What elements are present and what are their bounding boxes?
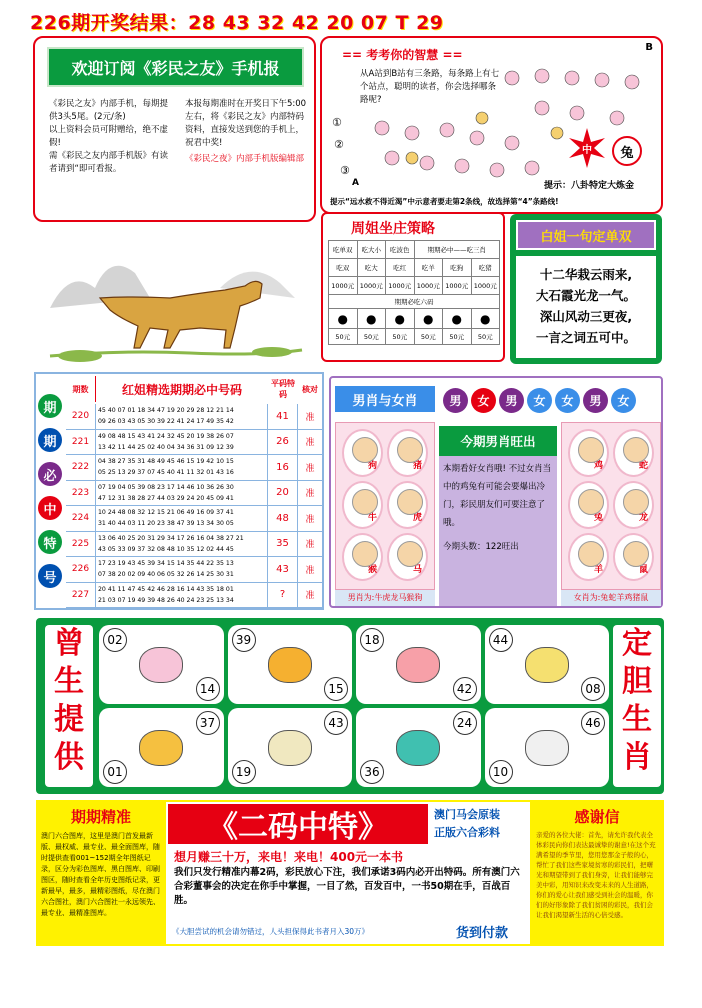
bottom-center-panel bbox=[166, 802, 530, 944]
zhoujie-cell: 吃大 bbox=[357, 259, 386, 277]
zodiac-number-top: 46 bbox=[581, 711, 605, 735]
zodiac-left-title bbox=[45, 625, 93, 787]
picks-header-nums: 红姐精选期期必中号码 bbox=[121, 382, 242, 397]
puzzle-text: 从A站到B站有三条路，每条路上有七个站点，聪明的读者，你会选择哪条路呢? bbox=[360, 69, 500, 105]
subscribe-title: 欢迎订阅《彩民之友》手机报 bbox=[47, 47, 304, 87]
zhoujie-subhead: 期期必吃六码 bbox=[329, 295, 500, 309]
zhoujie-cell: 50元 bbox=[357, 329, 386, 345]
zodiac-box bbox=[36, 618, 664, 794]
puzzle-footer: 提示“远水救不得近渴”中示意者要走第2条线，故选择第“4”条路线! bbox=[330, 197, 559, 206]
check-cell: 准 bbox=[305, 540, 315, 551]
zhoujie-cell: 50元 bbox=[329, 329, 358, 345]
subscribe-col2-line: 本报每期准时在开奖日下午5:00左右，将《彩民之友》内部特码资料，直接发送到您的手机上，祝君中奖! bbox=[185, 99, 307, 148]
table-row bbox=[66, 481, 322, 507]
zodiac-card bbox=[356, 708, 481, 787]
animal-tile bbox=[568, 533, 609, 581]
zhoujie-table bbox=[328, 240, 500, 345]
check-cell: 准 bbox=[305, 438, 315, 449]
zhoujie-cell: 1000元 bbox=[414, 277, 443, 295]
special-cell: 16 bbox=[268, 455, 298, 480]
baijie-poem-line: 深山风动三更夜, bbox=[539, 309, 633, 324]
baijie-title: 白姐一句定单双 bbox=[516, 220, 656, 250]
zodiac-number-top: 02 bbox=[103, 628, 127, 652]
zhoujie-cell: 50元 bbox=[443, 329, 472, 345]
male-panel bbox=[335, 422, 435, 590]
gender-center-text: 本期看好女肖哦! 不过女肖当中的鸡兔有可能会要爆出冷门，彩民朋友们可要注意了哦。 bbox=[443, 464, 552, 528]
bottom-left-title: 期期精准 bbox=[70, 808, 131, 826]
zodiac-right-char: 胆 bbox=[622, 664, 652, 699]
baijie-box bbox=[510, 214, 662, 364]
subscribe-box bbox=[33, 36, 316, 222]
subscribe-col1 bbox=[49, 98, 169, 176]
zodiac-right-char: 肖 bbox=[622, 740, 652, 775]
gender-center-count: 今期头数：122旺出 bbox=[443, 542, 519, 552]
snake-icon bbox=[396, 730, 440, 766]
puzzle-title: == 考考你的智慧 == bbox=[342, 48, 463, 62]
dragon-icon bbox=[139, 730, 183, 766]
table-row bbox=[66, 583, 322, 609]
animal-tile bbox=[342, 429, 383, 477]
gender-circle: 女 bbox=[527, 388, 552, 413]
pig-icon bbox=[396, 647, 440, 683]
numbers-line: 49 08 48 15 43 41 24 32 45 20 19 38 26 07 bbox=[98, 432, 234, 440]
animal-label: 狗 bbox=[367, 461, 377, 471]
animal-face-icon bbox=[397, 541, 423, 567]
zodiac-right-char: 生 bbox=[622, 702, 652, 737]
numbers-cell bbox=[96, 506, 268, 531]
numbers-cell bbox=[96, 430, 268, 455]
numbers-cell bbox=[96, 404, 268, 429]
subscribe-col2-line: 《彩民之夜》内部手机版编辑部 bbox=[185, 154, 305, 164]
numbers-line: 31 40 44 03 11 20 23 38 47 39 13 34 30 05 bbox=[98, 520, 234, 527]
zodiac-card bbox=[99, 625, 224, 704]
zhoujie-cell: 1000元 bbox=[443, 277, 472, 295]
issue-cell: 222 bbox=[66, 455, 96, 480]
animal-face-icon bbox=[397, 489, 423, 515]
zhoujie-cell: 50元 bbox=[414, 329, 443, 345]
check-cell: 准 bbox=[305, 514, 315, 525]
female-animals bbox=[562, 423, 660, 587]
numbers-cell bbox=[96, 583, 268, 608]
zhoujie-cell: 1000元 bbox=[386, 277, 415, 295]
zhoujie-dot: ● bbox=[357, 309, 386, 329]
puzzle-box bbox=[320, 36, 663, 214]
picks-vertical-title bbox=[38, 394, 66, 588]
zodiac-number-top: 39 bbox=[232, 628, 256, 652]
zodiac-number-top: 44 bbox=[489, 628, 513, 652]
special-cell: 20 bbox=[268, 481, 298, 506]
bottom-left-panel bbox=[38, 802, 164, 944]
issue-cell: 225 bbox=[66, 532, 96, 557]
animal-label: 猪 bbox=[412, 461, 422, 471]
numbers-line: 21 03 07 19 49 39 48 26 40 24 23 25 13 34 bbox=[98, 596, 234, 604]
zodiac-number-bottom: 15 bbox=[324, 677, 348, 701]
numbers-line: 20 41 11 47 45 42 46 28 16 14 43 35 18 01 bbox=[98, 585, 234, 593]
zhoujie-head: 吃波色 bbox=[386, 241, 415, 259]
zodiac-number-bottom: 08 bbox=[581, 677, 605, 701]
gender-center-title: 今期男肖旺出 bbox=[439, 426, 557, 456]
special-cell: 26 bbox=[268, 430, 298, 455]
zhoujie-dot: ● bbox=[386, 309, 415, 329]
zhoujie-dot: ● bbox=[471, 309, 500, 329]
zodiac-number-top: 18 bbox=[360, 628, 384, 652]
bottom-center-pay: 货到付款 bbox=[456, 926, 509, 941]
female-footer: 女肖为:兔蛇羊鸡猪鼠 bbox=[561, 590, 661, 606]
animal-tile bbox=[342, 481, 383, 529]
animal-label: 猴 bbox=[367, 565, 377, 575]
special-cell: 35 bbox=[268, 532, 298, 557]
zodiac-number-top: 24 bbox=[453, 711, 477, 735]
zhoujie-dot: ● bbox=[414, 309, 443, 329]
animal-face-icon bbox=[578, 489, 604, 515]
issue-cell: 220 bbox=[66, 404, 96, 429]
special-cell: 43 bbox=[268, 557, 298, 582]
animal-face-icon bbox=[578, 437, 604, 463]
header-title: 226期开奖结果：28 43 32 42 20 07 T 29 bbox=[30, 12, 444, 34]
baijie-poem-line: 十二华栽云雨来, bbox=[539, 267, 633, 282]
animal-label: 鸡 bbox=[593, 461, 603, 471]
subscribe-col1-line: 以上资料会员可附赠给，绝不虚假! bbox=[49, 125, 169, 148]
gender-circle: 男 bbox=[499, 388, 524, 413]
puzzle-corner-b: B bbox=[645, 42, 653, 53]
baijie-poem-line: 一言之词五可中。 bbox=[535, 330, 636, 345]
issue-cell: 224 bbox=[66, 506, 96, 531]
picks-header-issue: 期数 bbox=[66, 376, 96, 402]
zhoujie-cell: 1000元 bbox=[329, 277, 358, 295]
zodiac-number-bottom: 01 bbox=[103, 760, 127, 784]
zodiac-right-title bbox=[613, 625, 661, 787]
puzzle-num-1: ① bbox=[332, 116, 342, 129]
zodiac-number-top: 37 bbox=[196, 711, 220, 735]
zhoujie-cell: 吃狗 bbox=[443, 259, 472, 277]
animal-label: 羊 bbox=[593, 565, 603, 575]
gender-circle: 男 bbox=[443, 388, 468, 413]
zhoujie-title: 周姐坐庄策略 bbox=[351, 221, 435, 237]
numbers-line: 04 38 27 35 31 48 49 45 46 15 19 42 10 15 bbox=[98, 458, 234, 465]
bottom-center-title: 《二码中特》 bbox=[168, 804, 428, 844]
puzzle-animals-art bbox=[352, 58, 662, 198]
zhoujie-head: 吃大小 bbox=[357, 241, 386, 259]
zodiac-card bbox=[228, 625, 353, 704]
animal-face-icon bbox=[623, 541, 649, 567]
zodiac-grid bbox=[99, 625, 609, 787]
numbers-line: 43 05 33 09 37 32 08 48 10 35 12 02 44 45 bbox=[98, 545, 234, 553]
cow-illustration bbox=[40, 238, 310, 368]
picks-header-special: 平码特码 bbox=[271, 379, 295, 399]
zodiac-number-bottom: 19 bbox=[232, 760, 256, 784]
zhoujie-cell: 吃双 bbox=[329, 259, 358, 277]
zodiac-card bbox=[99, 708, 224, 787]
table-row bbox=[66, 404, 322, 430]
puzzle-answer-circle: 兔 bbox=[612, 136, 642, 166]
animal-label: 兔 bbox=[593, 513, 603, 523]
zodiac-left-char: 供 bbox=[54, 740, 84, 775]
numbers-line: 45 40 07 01 18 34 47 19 20 29 28 12 21 14 bbox=[98, 407, 234, 414]
special-cell: ? bbox=[268, 583, 298, 608]
picks-vertical-char: 中 bbox=[38, 496, 62, 520]
table-row bbox=[66, 532, 322, 558]
gender-center-panel bbox=[439, 456, 557, 606]
check-cell: 准 bbox=[305, 412, 315, 423]
zodiac-left-char: 生 bbox=[54, 664, 84, 699]
subscribe-col1-line: 《彩民之友》内部手机，每期提供3头5尾。(2元/条) bbox=[49, 99, 169, 122]
table-row bbox=[66, 506, 322, 532]
zodiac-number-bottom: 10 bbox=[489, 760, 513, 784]
picks-rows bbox=[66, 404, 322, 608]
zodiac-left-char: 曾 bbox=[54, 626, 84, 661]
puzzle-star-label: 中 bbox=[582, 144, 592, 156]
puzzle-label-a: A bbox=[352, 178, 359, 188]
gender-title: 男肖与女肖 bbox=[335, 386, 435, 412]
female-panel bbox=[561, 422, 661, 590]
baijie-poem bbox=[516, 256, 656, 358]
numbers-line: 05 25 13 29 37 07 45 40 41 11 32 01 43 16 bbox=[98, 469, 234, 476]
animal-face-icon bbox=[623, 437, 649, 463]
numbers-cell bbox=[96, 557, 268, 582]
check-cell: 准 bbox=[305, 463, 315, 474]
zhoujie-cell: 1000元 bbox=[357, 277, 386, 295]
animal-face-icon bbox=[578, 541, 604, 567]
special-cell: 41 bbox=[268, 404, 298, 429]
bottom-center-side2: 正版六合彩料 bbox=[434, 826, 500, 839]
bottom-center-slogan: 想月赚三十万，来电！来电！400元一本书 bbox=[174, 850, 404, 864]
check-cell: 准 bbox=[305, 489, 315, 500]
numbers-line: 13 06 40 25 20 31 29 34 17 26 16 04 38 27 21 bbox=[98, 534, 244, 542]
picks-vertical-char: 期 bbox=[38, 428, 62, 452]
animal-tile bbox=[568, 481, 609, 529]
puzzle-hint: 提示：八卦特定大炼金 bbox=[544, 181, 635, 191]
gender-circles bbox=[443, 388, 636, 413]
zodiac-number-bottom: 14 bbox=[196, 677, 220, 701]
animal-face-icon bbox=[352, 541, 378, 567]
bottom-ad bbox=[36, 800, 664, 946]
gender-circle: 男 bbox=[583, 388, 608, 413]
table-row bbox=[66, 557, 322, 583]
subscribe-col1-line: 需《彩民之友内部手机版》有读者请到“即可看报。 bbox=[49, 151, 169, 174]
bottom-right-text: 亲爱的各位大佬：首先，请允许我代表全体彩民向你们表达最诚挚的谢意!在这个充满希望的季节里，您用您那金子般的心，帮忙了我们这些家境贫寒的彩民们，把曙光和期望带到了我们身旁，让我们能够完美中彩，用知识来改变未来的人生道路，你们的爱心让我们感受到社会的温暖，你们的好形象除了我们贫困的彩民，我们会让我们渴望新生活的心倍受感。 bbox=[536, 831, 656, 919]
bottom-right-title: 感谢信 bbox=[574, 808, 620, 826]
baijie-poem-line: 大石霞光龙一气。 bbox=[535, 288, 636, 303]
zodiac-number-bottom: 42 bbox=[453, 677, 477, 701]
picks-box bbox=[34, 372, 324, 610]
rooster-icon bbox=[525, 647, 569, 683]
issue-cell: 226 bbox=[66, 557, 96, 582]
zodiac-right-char: 定 bbox=[622, 626, 652, 661]
puzzle-num-2: ② bbox=[334, 138, 344, 151]
animal-label: 牛 bbox=[367, 513, 377, 523]
puzzle-num-3: ③ bbox=[340, 164, 350, 177]
picks-vertical-char: 号 bbox=[38, 564, 62, 588]
animal-tile bbox=[613, 429, 654, 477]
subscribe-col2 bbox=[185, 98, 309, 166]
issue-cell: 227 bbox=[66, 583, 96, 608]
zhoujie-cell: 吃红 bbox=[386, 259, 415, 277]
animal-tile bbox=[387, 481, 428, 529]
animal-label: 虎 bbox=[412, 513, 422, 523]
numbers-line: 13 42 11 44 25 02 40 04 34 36 31 09 12 39 bbox=[98, 443, 234, 451]
gender-circle: 女 bbox=[611, 388, 636, 413]
bottom-center-text: 我们只发行精准内幕2码，彩民放心下注，我们承诺3码内必开出特码。所有澳门六合彩董事会的决定在你手中掌握，一目了然，百发百中，一书50期在手，百战百胜。 bbox=[174, 867, 520, 906]
zhoujie-head: 吃单双 bbox=[329, 241, 358, 259]
zodiac-card bbox=[485, 625, 610, 704]
zhoujie-cell: 吃羊 bbox=[414, 259, 443, 277]
animal-tile bbox=[613, 533, 654, 581]
gender-circle: 女 bbox=[471, 388, 496, 413]
numbers-line: 10 24 48 08 32 12 15 21 06 49 16 09 37 41 bbox=[98, 509, 234, 516]
numbers-cell bbox=[96, 455, 268, 480]
table-row bbox=[66, 430, 322, 456]
numbers-line: 09 26 03 43 05 30 39 22 41 24 17 49 35 42 bbox=[98, 418, 234, 425]
check-cell: 准 bbox=[305, 591, 315, 602]
special-cell: 48 bbox=[268, 506, 298, 531]
animal-label: 龙 bbox=[638, 513, 648, 523]
animal-face-icon bbox=[352, 489, 378, 515]
bottom-center-footer: 《大胆尝试的机会请勿错过，人头担保得此书者月入30万》 bbox=[172, 927, 370, 936]
zodiac-number-bottom: 36 bbox=[360, 760, 384, 784]
numbers-cell bbox=[96, 481, 268, 506]
animal-face-icon bbox=[623, 489, 649, 515]
zodiac-number-top: 43 bbox=[324, 711, 348, 735]
animal-label: 鼠 bbox=[638, 565, 648, 575]
animal-tile bbox=[387, 429, 428, 477]
tiger-icon bbox=[268, 647, 312, 683]
numbers-line: 07 38 20 02 09 40 06 05 32 26 14 25 30 31 bbox=[98, 571, 234, 578]
picks-vertical-char: 必 bbox=[38, 462, 62, 486]
goat-icon bbox=[525, 730, 569, 766]
issue-cell: 221 bbox=[66, 430, 96, 455]
zodiac-card bbox=[356, 625, 481, 704]
animal-label: 马 bbox=[412, 565, 422, 575]
zhoujie-cell: 吃猪 bbox=[471, 259, 500, 277]
picks-header bbox=[66, 376, 322, 402]
animal-tile bbox=[342, 533, 383, 581]
animal-label: 蛇 bbox=[638, 461, 648, 471]
check-cell: 准 bbox=[305, 565, 315, 576]
gender-circle: 女 bbox=[555, 388, 580, 413]
picks-header-check: 核对 bbox=[302, 384, 318, 394]
numbers-cell bbox=[96, 532, 268, 557]
male-animals bbox=[336, 423, 434, 587]
dog-icon bbox=[268, 730, 312, 766]
zhoujie-head: 期期必中——吃三肖 bbox=[414, 241, 500, 259]
zhoujie-cell: 50元 bbox=[471, 329, 500, 345]
numbers-line: 47 12 31 38 28 27 44 03 29 24 20 45 09 41 bbox=[98, 494, 234, 502]
rabbit-icon bbox=[139, 647, 183, 683]
bottom-right-panel bbox=[532, 802, 662, 944]
zodiac-card bbox=[485, 708, 610, 787]
animal-tile bbox=[387, 533, 428, 581]
issue-cell: 223 bbox=[66, 481, 96, 506]
table-row bbox=[66, 455, 322, 481]
gender-box bbox=[329, 376, 663, 608]
animal-face-icon bbox=[397, 437, 423, 463]
zhoujie-cell: 50元 bbox=[386, 329, 415, 345]
zhoujie-dot: ● bbox=[443, 309, 472, 329]
bottom-left-text: 澳门六合图库，这里是澳门首发最新版、最权威、最专业、最全面图库，随时提供查看001~152期全年图纸记录，区分为彩色图库、黑白图库、印刷图区，随时查看全年历史图纸记录，更新最早，最多，最精彩图纸，尽在澳门六合图社，澳门六合图社一永远领先、最专业、最精准图库。 bbox=[41, 832, 160, 917]
male-footer: 男肖为:牛虎龙马猴狗 bbox=[335, 590, 435, 606]
numbers-line: 17 23 19 43 45 39 34 15 14 35 44 22 35 13 bbox=[98, 560, 234, 567]
numbers-line: 07 19 04 05 39 08 23 17 14 46 10 36 26 30 bbox=[98, 483, 234, 491]
animal-face-icon bbox=[352, 437, 378, 463]
zhoujie-dot: ● bbox=[329, 309, 358, 329]
zodiac-card bbox=[228, 708, 353, 787]
animal-tile bbox=[613, 481, 654, 529]
picks-vertical-char: 特 bbox=[38, 530, 62, 554]
zhoujie-cell: 1000元 bbox=[471, 277, 500, 295]
bottom-center-side1: 澳门马会原装 bbox=[434, 808, 500, 821]
zhoujie-box bbox=[321, 212, 505, 362]
animal-tile bbox=[568, 429, 609, 477]
zodiac-left-char: 提 bbox=[54, 702, 84, 737]
picks-vertical-char: 期 bbox=[38, 394, 62, 418]
